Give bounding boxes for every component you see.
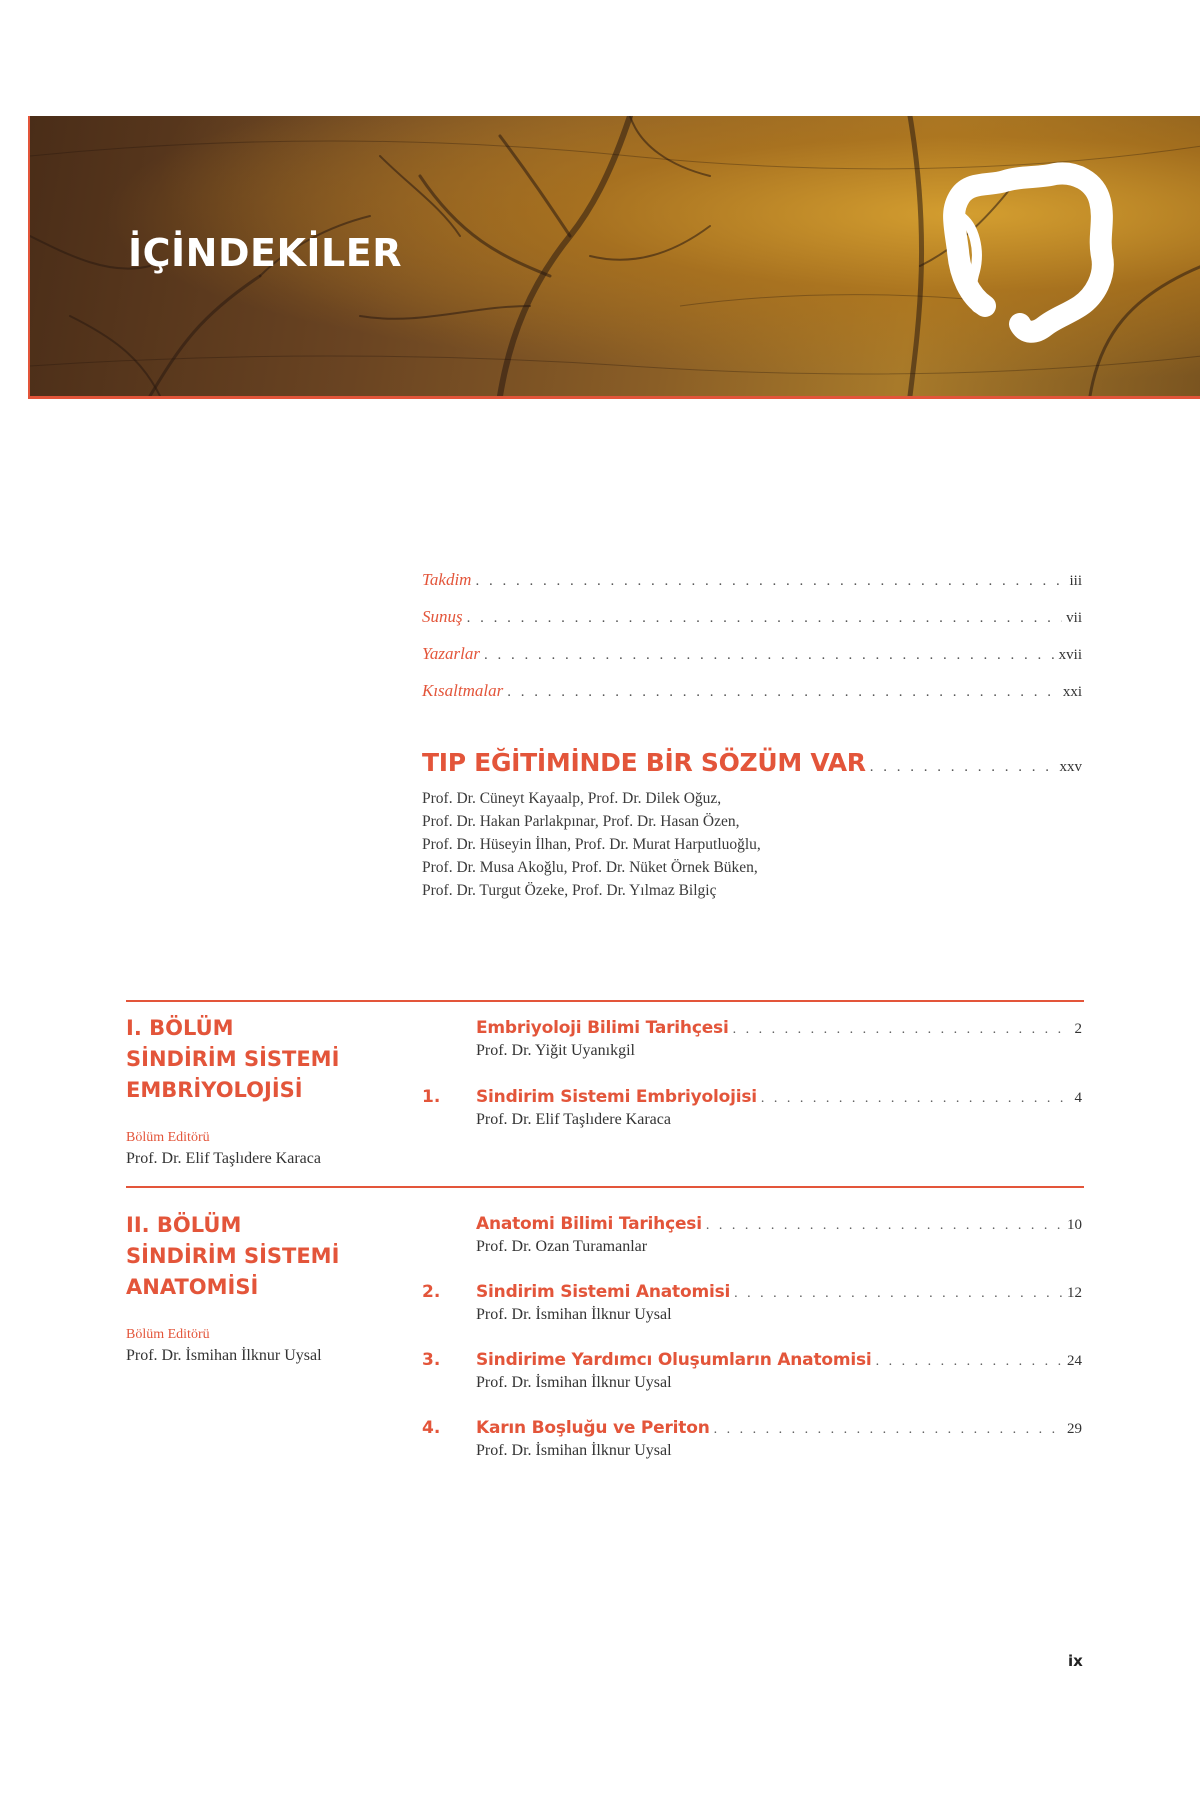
entry-number: 2. (422, 1282, 441, 1302)
section-title-line: SİNDİRİM SİSTEMİ (126, 1047, 340, 1071)
dot-leader (475, 573, 1065, 590)
entry-page: 12 (1067, 1285, 1082, 1301)
editor-label: Bölüm Editörü (126, 1130, 210, 1145)
section-title-line: I. BÖLÜM (126, 1016, 234, 1040)
entry-title: Embriyoloji Bilimi Tarihçesi (476, 1018, 729, 1038)
entry-title: Sindirime Yardımcı Oluşumların Anatomisi (476, 1350, 872, 1370)
special-entry (422, 748, 1082, 902)
entry-number: 4. (422, 1418, 441, 1438)
colon-intestine-icon (930, 156, 1120, 346)
special-entry-authors (422, 787, 1082, 902)
author-line: Prof. Dr. Hüseyin İlhan, Prof. Dr. Murat Harputluoğlu, (422, 836, 761, 853)
dot-leader (876, 1354, 1063, 1370)
page-number: ix (1068, 1652, 1083, 1670)
toc-page: xvii (1058, 647, 1082, 663)
toc-row-yazarlar[interactable] (422, 644, 1082, 681)
toc-label: Sunuş (422, 607, 463, 626)
entry-title: Sindirim Sistemi Anatomisi (476, 1282, 731, 1302)
toc-row-takdim[interactable] (422, 570, 1082, 607)
section-title-line: EMBRİYOLOJİSİ (126, 1078, 303, 1102)
entry-number: 3. (422, 1350, 441, 1370)
toc-page: xxi (1062, 684, 1082, 700)
toc-entry[interactable] (422, 1214, 1082, 1256)
dot-leader (714, 1422, 1063, 1438)
section-title-line: ANATOMİSİ (126, 1275, 259, 1299)
entry-author: Prof. Dr. Elif Taşlıdere Karaca (476, 1111, 671, 1128)
entry-page: 4 (1074, 1090, 1082, 1106)
toc-entry[interactable] (422, 1087, 1082, 1129)
dot-leader (761, 1091, 1071, 1107)
special-entry-link[interactable] (422, 748, 1082, 777)
section-title-line: SİNDİRİM SİSTEMİ (126, 1244, 340, 1268)
editor-name: Prof. Dr. Elif Taşlıdere Karaca (126, 1150, 321, 1167)
entry-page: 24 (1067, 1353, 1082, 1369)
author-line: Prof. Dr. Hakan Parlakpınar, Prof. Dr. Hasan Özen, (422, 813, 740, 830)
toc-entry[interactable] (422, 1282, 1082, 1324)
dot-leader (467, 610, 1063, 627)
editor-label: Bölüm Editörü (126, 1327, 210, 1342)
author-line: Prof. Dr. Turgut Özeke, Prof. Dr. Yılmaz Bilgiç (422, 882, 717, 899)
toc-row-sunus[interactable] (422, 607, 1082, 644)
toc-page: vii (1066, 610, 1082, 626)
section-divider (126, 1186, 1084, 1188)
entry-title: Sindirim Sistemi Embriyolojisi (476, 1087, 757, 1107)
page-title: İÇİNDEKİLER (128, 231, 402, 275)
section-1-header (126, 1013, 426, 1168)
toc-entry[interactable] (422, 1018, 1082, 1060)
toc-label: Takdim (422, 570, 472, 589)
toc-label: Yazarlar (422, 644, 480, 663)
entry-page: 2 (1074, 1021, 1082, 1037)
toc-page: xxv (1059, 759, 1082, 775)
toc-entry[interactable] (422, 1418, 1082, 1460)
dot-leader (734, 1286, 1063, 1302)
section-2-header (126, 1210, 426, 1365)
section-title-line: II. BÖLÜM (126, 1213, 242, 1237)
entry-author: Prof. Dr. İsmihan İlknur Uysal (476, 1306, 672, 1323)
entry-author: Prof. Dr. İsmihan İlknur Uysal (476, 1374, 672, 1391)
toc-page: iii (1069, 573, 1082, 589)
entry-title: Anatomi Bilimi Tarihçesi (476, 1214, 702, 1234)
entry-author: Prof. Dr. Yiğit Uyanıkgil (476, 1042, 635, 1059)
dot-leader (507, 684, 1059, 701)
author-line: Prof. Dr. Musa Akoğlu, Prof. Dr. Nüket Örnek Büken, (422, 859, 758, 876)
special-entry-title: TIP EĞİTİMİNDE BİR SÖZÜM VAR (422, 748, 866, 777)
header-banner (28, 116, 1200, 399)
entry-page: 29 (1067, 1421, 1082, 1437)
dot-leader (870, 759, 1056, 776)
entry-page: 10 (1067, 1217, 1082, 1233)
dot-leader (733, 1022, 1071, 1038)
author-line: Prof. Dr. Cüneyt Kayaalp, Prof. Dr. Dilek Oğuz, (422, 790, 722, 807)
entry-author: Prof. Dr. Ozan Turamanlar (476, 1238, 648, 1255)
editor-name: Prof. Dr. İsmihan İlknur Uysal (126, 1347, 322, 1364)
toc-entry[interactable] (422, 1350, 1082, 1392)
toc-row-kisaltmalar[interactable] (422, 681, 1082, 718)
front-matter-list (422, 570, 1082, 718)
section-divider (126, 1000, 1084, 1002)
entry-number: 1. (422, 1087, 441, 1107)
entry-title: Karın Boşluğu ve Periton (476, 1418, 710, 1438)
dot-leader (484, 647, 1055, 664)
entry-author: Prof. Dr. İsmihan İlknur Uysal (476, 1442, 672, 1459)
toc-label: Kısaltmalar (422, 681, 504, 700)
dot-leader (706, 1218, 1063, 1234)
